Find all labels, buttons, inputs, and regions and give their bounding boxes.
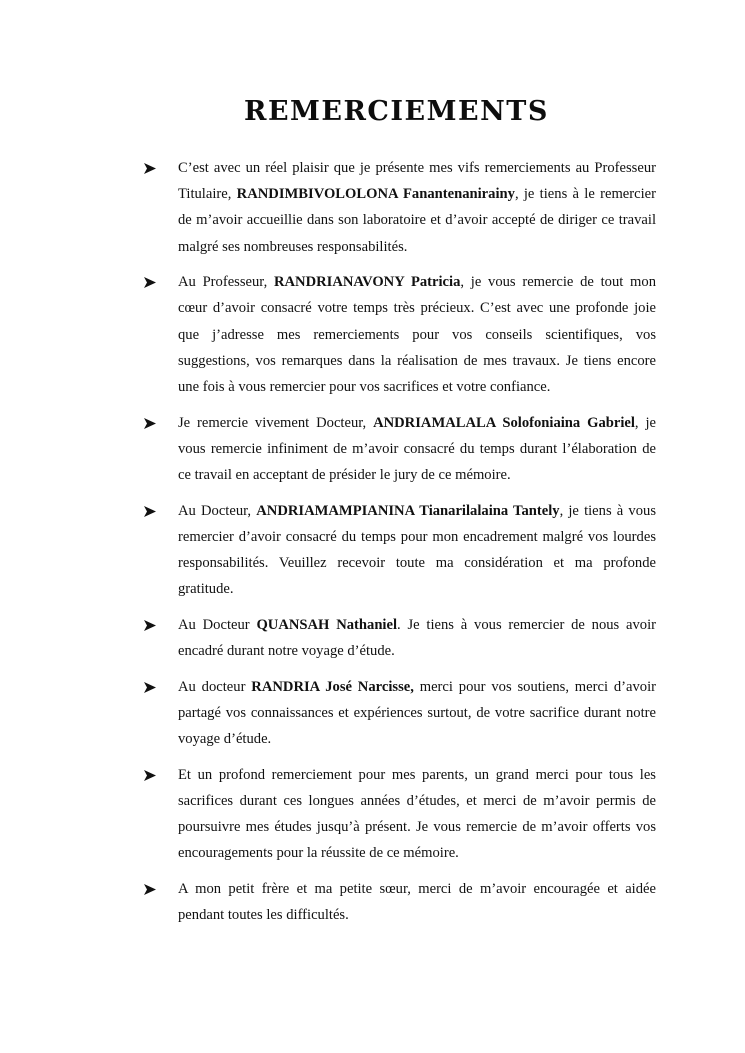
item-text-pre: Au Docteur, — [178, 502, 257, 519]
item-text-post: , je tiens à vous remercier d’avoir consacré du temps pour mon encadrement malgré vos lourdes responsabilités. Veuillez recevoir toute ma considération et ma profonde gratitude. — [178, 502, 657, 598]
item-person-name: RANDRIA José Narcisse, — [251, 678, 414, 695]
arrow-bullet-icon — [143, 269, 157, 295]
item-person-name: RANDIMBIVOLOLONA Fanantenanirainy — [236, 186, 515, 203]
page-title: REMERCIEMENTS — [244, 96, 549, 127]
arrow-bullet-icon — [143, 410, 157, 436]
item-text-pre: Au docteur — [178, 678, 252, 695]
list-item — [143, 612, 656, 664]
item-person-name: QUANSAH Nathaniel — [256, 616, 398, 633]
item-person-name: ANDRIAMAMPIANINA Tianarilalaina Tantely — [256, 502, 560, 519]
item-text-post: , je vous remercie de tout mon cœur d’avoir consacré votre temps très précieux. C’est avec une profonde joie que j’adresse mes remerciements pour vos conseils scientifiques, vos suggestions, vos remarques dans la réalisation de mes travaux. Je tiens encore une fois à vous remercier pour vos sacrifices et votre confiance. — [178, 274, 656, 396]
list-item — [143, 876, 656, 928]
item-text-post: , je tiens à le remercier de m’avoir accueillie dans son laboratoire et d’avoir accepté de diriger ce travail malgré ses nombreuses responsabilités. — [178, 186, 657, 255]
list-item — [143, 674, 656, 753]
item-person-name: RANDRIANAVONY Patricia — [273, 274, 461, 291]
list-item — [143, 155, 656, 260]
arrow-bullet-icon — [143, 498, 157, 524]
list-item — [143, 762, 656, 867]
acknowledgements-list — [143, 155, 656, 938]
arrow-bullet-icon — [143, 762, 157, 788]
item-text-pre: Au Docteur — [178, 616, 257, 633]
item-text-pre: Et un profond remerciement pour mes parents, un grand merci pour tous les sacrifices durant ces longues années d’études, et merci de m’avoir permis de poursuivre mes études jusqu’à présent. Je vous remercie de m’avoir offerts vos encouragements pour la réussite de ce mémoire. — [178, 766, 656, 862]
list-item — [143, 498, 656, 603]
item-text-pre: Au Professeur, — [178, 274, 274, 291]
list-item — [143, 269, 656, 400]
arrow-bullet-icon — [143, 155, 157, 181]
item-text-pre: A mon petit frère et ma petite sœur, merci de m’avoir encouragée et aidée pendant toutes les difficultés. — [178, 880, 656, 924]
list-item — [143, 410, 656, 489]
item-person-name: ANDRIAMALALA Solofoniaina Gabriel — [373, 414, 635, 431]
item-text-post: , je vous remercie infiniment de m’avoir consacré du temps durant l’élaboration de ce travail en acceptant de présider le jury de ce mémoire. — [178, 414, 656, 484]
item-text-pre: C’est avec un réel plaisir que je présente mes vifs remerciements au Professeur Titulaire, — [178, 160, 656, 203]
item-text-post: merci pour vos soutiens, merci d’avoir partagé vos connaissances et expériences surtout, de votre sacrifice durant notre voyage d’étude. — [178, 678, 656, 748]
arrow-bullet-icon — [143, 612, 157, 638]
arrow-bullet-icon — [143, 674, 157, 700]
arrow-bullet-icon — [143, 876, 157, 902]
item-text-pre: Je remercie vivement Docteur, — [178, 414, 374, 431]
item-text-post: . Je tiens à vous remercier de nous avoir encadré durant notre voyage d’étude. — [178, 616, 657, 660]
